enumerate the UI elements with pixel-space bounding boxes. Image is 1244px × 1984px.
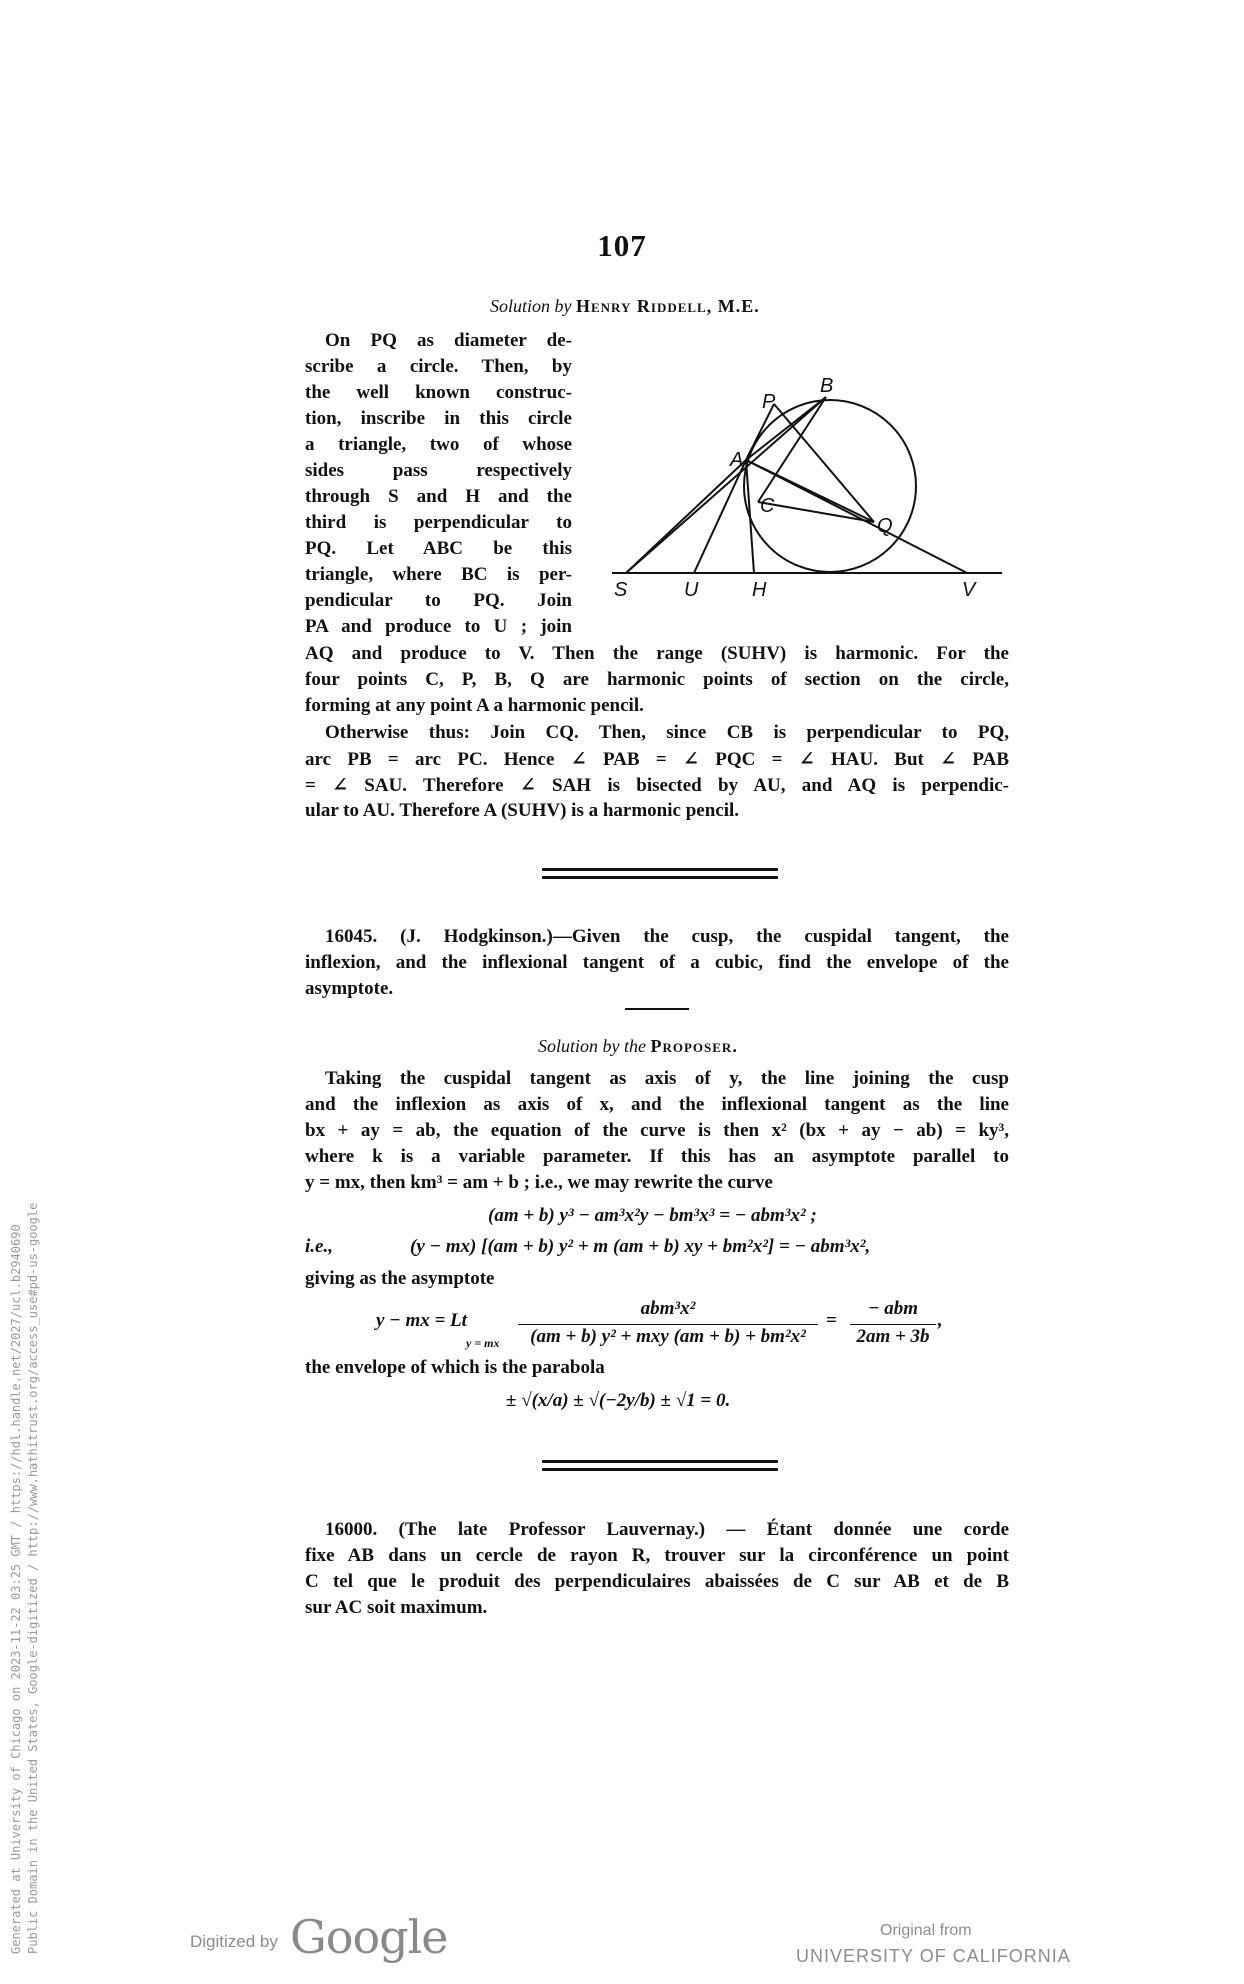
byline-prefix: Solution by the xyxy=(538,1036,646,1056)
fraction-bar xyxy=(850,1324,936,1325)
text-line: asymptote. xyxy=(305,978,394,999)
text-line: ular to AU. Therefore A (SUHV) is a harmonic pencil. xyxy=(305,800,740,821)
separator-rule xyxy=(542,1468,778,1471)
text-line: where k is a variable parameter. If this has an asymptote parallel to xyxy=(305,1146,1009,1167)
solution-byline xyxy=(490,296,760,317)
label-S: S xyxy=(614,579,628,601)
line-CQ xyxy=(758,502,874,522)
envelope-text: the envelope of which is the parabola xyxy=(305,1357,605,1378)
label-P: P xyxy=(762,391,776,413)
equation-3-lhs: y − mx = Lt xyxy=(376,1310,467,1331)
solution-byline-2 xyxy=(538,1036,738,1057)
equation-3-comma: , xyxy=(937,1310,942,1331)
giving-text: giving as the asymptote xyxy=(305,1268,495,1289)
text-line: fixe AB dans un cercle de rayon R, trouver sur la circonférence un point xyxy=(305,1545,1009,1566)
column-line: PQ. Let ABC be this xyxy=(305,538,572,559)
text-line: Taking the cuspidal tangent as axis of y, the line joining the cusp xyxy=(325,1068,1009,1089)
column-line: sides pass respectively xyxy=(305,460,572,481)
geometry-figure xyxy=(612,372,1012,612)
text-line: four points C, P, B, Q are harmonic points of section on the circle, xyxy=(305,669,1009,690)
equation-3-numerator-2: − abm xyxy=(867,1298,919,1319)
text-line: arc PB = arc PC. Hence ∠ PAB = ∠ PQC = ∠ HAU. But ∠ PAB xyxy=(305,749,1009,770)
line-AH xyxy=(746,460,754,573)
label-Q: Q xyxy=(877,515,893,537)
text-line: 16045. (J. Hodgkinson.)—Given the cusp, the cuspidal tangent, the xyxy=(325,926,1009,947)
equation-2: (y − mx) [(am + b) y² + m (am + b) xy + bm²x²] = − abm³x², xyxy=(410,1236,871,1257)
equation-3-numerator: abm³x² xyxy=(640,1298,696,1319)
column-line: On PQ as diameter de- xyxy=(325,330,572,351)
label-B: B xyxy=(820,375,834,397)
circle xyxy=(744,400,916,572)
column-line: triangle, where BC is per- xyxy=(305,564,572,585)
university-text: UNIVERSITY OF CALIFORNIA xyxy=(796,1946,1071,1966)
margin-line-2: Public Domain in the United States, Google-digitized / http://www.hathitrust.org/access_use#pd-us-google xyxy=(26,1202,40,1954)
column-line: pendicular to PQ. Join xyxy=(305,590,572,611)
text-line: forming at any point A a harmonic pencil. xyxy=(305,695,644,716)
equation-3-equals: = xyxy=(826,1310,837,1331)
text-line: AQ and produce to V. Then the range (SUHV) is harmonic. For the xyxy=(305,643,1009,664)
google-logo: Google xyxy=(290,1910,448,1964)
byline-author: Henry Riddell, M.E. xyxy=(576,296,760,316)
text-line: = ∠ SAU. Therefore ∠ SAH is bisected by AU, and AQ is perpendic- xyxy=(305,775,1009,796)
label-U: U xyxy=(684,579,699,601)
text-line: 16000. (The late Professor Lauvernay.) — Étant donnée une corde xyxy=(325,1519,1009,1540)
column-line: third is perpendicular to xyxy=(305,512,572,533)
margin-notice xyxy=(8,0,42,1984)
text-line: and the inflexion as axis of x, and the inflexional tangent as the line xyxy=(305,1094,1009,1115)
label-C: C xyxy=(760,495,775,517)
page-number: 107 xyxy=(597,228,647,263)
column-line: PA and produce to U ; join xyxy=(305,616,572,637)
separator-rule xyxy=(542,868,778,871)
column-line: scribe a circle. Then, by xyxy=(305,356,572,377)
column-line: through S and H and the xyxy=(305,486,572,507)
original-from-text: Original from xyxy=(880,1922,972,1939)
margin-line-1: Generated at University of Chicago on 2023-11-22 03:25 GMT / https://hdl.handle.net/2027/ucl.b2940690 xyxy=(9,1224,23,1954)
equation-3-denominator-2: 2am + 3b xyxy=(856,1326,930,1347)
separator-rule xyxy=(542,1460,778,1463)
label-V: V xyxy=(962,579,976,601)
separator-rule xyxy=(542,876,778,879)
text-line: C tel que le produit des perpendiculaires abaissées de C sur AB et de B xyxy=(305,1571,1009,1592)
column-line: the well known construc- xyxy=(305,382,572,403)
byline-author: Proposer. xyxy=(650,1036,738,1056)
equation-2-prefix: i.e., xyxy=(305,1236,333,1257)
column-line: a triangle, two of whose xyxy=(305,434,572,455)
equation-1: (am + b) y³ − am³x²y − bm³x³ = − abm³x² ; xyxy=(488,1205,817,1226)
text-line: bx + ay = ab, the equation of the curve is then x² (bx + ay − ab) = ky³, xyxy=(305,1120,1009,1141)
label-H: H xyxy=(752,579,767,601)
label-A: A xyxy=(730,449,744,471)
line-PQ xyxy=(774,404,874,522)
line-AU xyxy=(694,460,746,573)
equation-3-limit: y = mx xyxy=(466,1336,500,1350)
equation-4: ± √(x/a) ± √(−2y/b) ± √1 = 0. xyxy=(506,1390,731,1411)
column-line: tion, inscribe in this circle xyxy=(305,408,572,429)
short-rule xyxy=(625,1008,689,1010)
text-line: y = mx, then km³ = am + b ; i.e., we may rewrite the curve xyxy=(305,1172,773,1193)
equation-3-denominator: (am + b) y² + mxy (am + b) + bm²x² xyxy=(530,1326,806,1347)
digitized-by-text: Digitized by xyxy=(190,1932,278,1951)
byline-prefix: Solution by xyxy=(490,296,572,316)
text-line: inflexion, and the inflexional tangent of a cubic, find the envelope of the xyxy=(305,952,1009,973)
text-line: Otherwise thus: Join CQ. Then, since CB is perpendicular to PQ, xyxy=(325,722,1009,743)
text-line: sur AC soit maximum. xyxy=(305,1597,488,1618)
fraction-bar xyxy=(518,1324,818,1325)
